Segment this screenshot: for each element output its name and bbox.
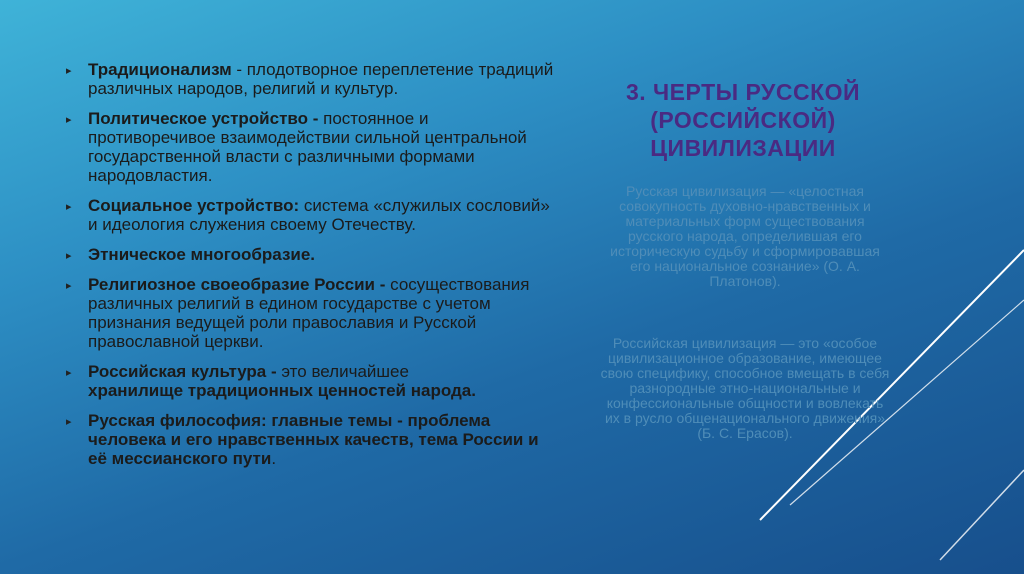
title-line: (РОССИЙСКОЙ) [650, 107, 836, 133]
triangle-right-icon: ▸ [66, 280, 72, 292]
triangle-right-icon: ▸ [66, 201, 72, 213]
item-heading: Российская культура - [88, 362, 282, 381]
quote-platonov: Русская цивилизация — «целостная совокупность духовно-нравственных и материальных форм существования русского народа, определившая его историческую судьбу и сформировавшая его национальное сознание» (О. А. Платонов). [610, 183, 880, 289]
triangle-right-icon: ▸ [66, 65, 72, 77]
item-heading: Религиозное своеобразие России - [88, 275, 391, 294]
item-text: - плодотворное переплетение традиций различных народов, религий и культур. [88, 60, 554, 98]
triangle-right-icon: ▸ [66, 250, 72, 262]
list-item [66, 362, 556, 400]
item-heading-2: хранилище традиционных ценностей народа. [88, 381, 476, 400]
list-item [66, 60, 556, 98]
item-text: постоянное и противоречивое взаимодействии сильной центральной государственной власти с различными формами народовластия. [88, 109, 527, 185]
quote-erasov: Российская цивилизация — это «особое цивилизационное образование, имеющее свою специфику, способное вмещать в себя разнородные этно-национальные и конфессиональные общности и вовлекать их в русло общенационального движения» (Б. С. Ерасов). [600, 335, 890, 441]
list-item [66, 196, 556, 234]
title-line: 3. ЧЕРТЫ РУССКОЙ [625, 79, 861, 105]
list-item [66, 245, 556, 264]
list-item [66, 109, 556, 185]
item-heading: Русская философия: главные темы - проблема человека и его нравственных качеств, тема России и её мессианского пути [88, 411, 539, 468]
item-text: сосуществования различных религий в едином государстве с учетом признания ведущей роли православия и Русской православной церкви. [88, 275, 530, 351]
item-text: система «служилых сословий» и идеология служения своему Отечеству. [88, 196, 550, 234]
item-text: это величайшее [281, 362, 409, 381]
item-heading: Традиционализм [88, 60, 232, 79]
deco-line-3 [940, 470, 1024, 560]
triangle-right-icon: ▸ [66, 114, 72, 126]
list-item [66, 411, 556, 468]
item-text: . [271, 449, 277, 468]
title-line: ЦИВИЛИЗАЦИИ [650, 135, 836, 161]
item-heading: Социальное устройство: [88, 196, 304, 215]
triangle-right-icon: ▸ [66, 416, 72, 428]
item-heading: Этническое многообразие. [88, 245, 316, 264]
item-heading: Политическое устройство - [88, 109, 324, 128]
list-item [66, 275, 556, 351]
slide-title [598, 78, 888, 162]
features-list [66, 60, 556, 479]
triangle-right-icon: ▸ [66, 367, 72, 379]
